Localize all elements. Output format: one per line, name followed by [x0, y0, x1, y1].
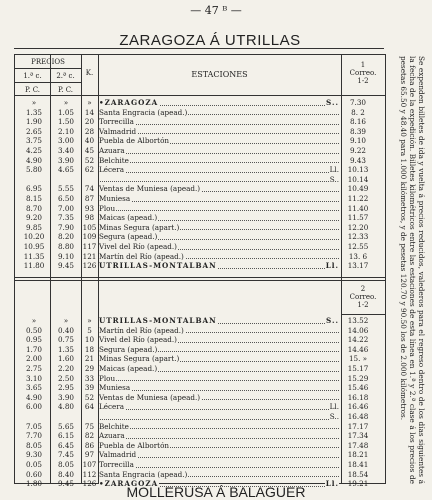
- departure-time: 17.48: [347, 440, 369, 450]
- station-row: [99, 375, 339, 384]
- price-first-class: 7.05: [25, 421, 42, 431]
- title-rule: [14, 48, 384, 49]
- price-first-class: 0.05: [25, 460, 42, 469]
- kilometers: 28: [84, 126, 95, 136]
- kilometers: 64: [84, 402, 95, 412]
- station-name: Lécera: [99, 166, 125, 175]
- kilometers: 18: [84, 344, 95, 354]
- price-second-class: [51, 413, 81, 422]
- price-first-class: 0.95: [25, 335, 42, 345]
- price-second-class: 4.80: [57, 402, 74, 412]
- station-row: [99, 185, 339, 194]
- price-first-class: 3.65: [25, 383, 42, 393]
- price-first-class: [19, 176, 49, 185]
- section-divider-2: [15, 280, 385, 281]
- departure-time: 10.13: [347, 165, 369, 175]
- arrival-departure-mark: S..: [326, 99, 339, 107]
- pc1-header: P. C.: [24, 86, 41, 94]
- station-name: Muniesa: [99, 195, 131, 203]
- section-divider-1: [15, 277, 385, 278]
- departure-time: 12.20: [347, 222, 369, 232]
- price-second-class: 9.45: [57, 261, 74, 271]
- precios-header: PRECIOS: [31, 58, 65, 66]
- side-note-text: Se expenden billetes de ida y vuelta á precios reducidos, valederos para el regreso dentro de los días siguientes á la fecha de la expedición. Billetes kilométricos entre las estaciones de esta línea en 1.ª y 2.ª clase á los precios de pesetas 65.50 y 48.40 para 1.000 kilómetros, y de pesetas 120.70 y 90.50 los de 2.000 kilómetros.: [399, 56, 426, 484]
- kilometers: 39: [84, 383, 95, 393]
- arrival-departure-mark: S..: [329, 413, 339, 421]
- train2-header-rule: [341, 314, 385, 315]
- station-name: Muniesa: [99, 384, 131, 393]
- price-second-class: 3.40: [57, 146, 74, 155]
- kilometers: 82: [84, 431, 95, 441]
- kilometers: 52: [84, 392, 95, 402]
- price-second-class: 7.90: [57, 222, 74, 232]
- departure-time: 18.21: [347, 450, 369, 460]
- price-first-class: 4.90: [25, 155, 42, 165]
- price-first-class: »: [31, 98, 37, 107]
- price-first-class: 10.20: [23, 232, 45, 242]
- kilometers: 75: [84, 421, 95, 431]
- price-second-class: 0.75: [57, 335, 74, 345]
- departure-time: 8. 2: [351, 107, 365, 117]
- station-row: [99, 327, 339, 336]
- timetable: [14, 54, 386, 489]
- station-name: •ZARAGOZA: [99, 480, 159, 489]
- departure-time: 15.29: [347, 373, 369, 383]
- station-name: Maicas (apead.): [99, 365, 158, 373]
- departure-time: 7.30: [349, 98, 366, 107]
- departure-time: 14.06: [347, 325, 369, 335]
- departure-time: 19.21: [347, 479, 369, 489]
- station-name: •ZARAGOZA: [99, 99, 159, 107]
- station-name: Belchite: [99, 422, 129, 431]
- price-first-class: 4.25: [25, 146, 42, 155]
- leader-dots: [99, 181, 339, 182]
- station-row: [99, 99, 339, 108]
- price-second-class: 7.35: [57, 213, 74, 223]
- station-name: Plou: [99, 204, 116, 213]
- kilometers: 29: [84, 364, 95, 373]
- price-second-class: 6.15: [57, 431, 74, 441]
- station-name: [99, 176, 100, 184]
- station-name: Vivel del Río (apead.): [99, 243, 177, 251]
- price-second-class: 4.65: [57, 165, 74, 175]
- class-rule: [15, 82, 81, 83]
- price-second-class: 7.00: [57, 203, 74, 213]
- price-first-class: 6.95: [25, 184, 42, 194]
- stations-header: ESTACIONES: [191, 70, 248, 79]
- station-row: [99, 214, 339, 223]
- station-row: [99, 317, 339, 326]
- station-row: [99, 365, 339, 374]
- station-row: [99, 137, 339, 146]
- next-section-title: MOLLERUSA Á BALAGUER: [126, 484, 306, 500]
- price-first-class: 4.90: [25, 392, 42, 402]
- departure-time: 17.34: [347, 431, 369, 441]
- price-first-class: 0.60: [25, 469, 42, 479]
- price-first-class: 8.70: [25, 203, 42, 213]
- departure-time: 9.43: [349, 155, 366, 165]
- station-row: [99, 147, 339, 156]
- price-first-class: 11.80: [23, 261, 45, 271]
- price-second-class: 9.10: [57, 251, 74, 261]
- station-row: [99, 253, 339, 262]
- price-first-class: 1.70: [25, 344, 42, 354]
- price-first-class: 1.90: [25, 117, 42, 127]
- station-row: [99, 423, 339, 432]
- station-name: UTRILLAS-MONTALBAN: [99, 262, 217, 271]
- leader-dots: [99, 201, 339, 202]
- departure-time: 12.55: [347, 242, 369, 251]
- price-second-class: 1.60: [57, 354, 74, 364]
- price-second-class: 3.90: [57, 392, 74, 402]
- departure-time: 8.39: [349, 126, 366, 136]
- leader-dots: [99, 438, 339, 439]
- price-first-class: 3.10: [25, 373, 42, 383]
- station-row: [99, 176, 339, 185]
- departure-time: 9.22: [349, 146, 366, 155]
- station-name: [99, 413, 100, 421]
- price-second-class: 1.35: [57, 344, 74, 354]
- kilometers: 93: [84, 203, 95, 213]
- kilometers: 105: [82, 222, 97, 232]
- price-first-class: 9.30: [25, 450, 42, 460]
- km-header: K.: [85, 69, 94, 77]
- price-first-class: 8.15: [25, 194, 42, 203]
- station-name: Martín del Río (apead.): [99, 326, 184, 335]
- kilometers: 107: [82, 460, 97, 469]
- station-name: Segura (apead.): [99, 345, 158, 354]
- price-first-class: 8.05: [25, 440, 42, 450]
- kilometers: 98: [84, 213, 95, 223]
- kilometers: 33: [84, 373, 95, 383]
- departure-time: 13. 6: [348, 251, 368, 261]
- col-divider-times: [341, 55, 342, 483]
- price-second-class: 1.05: [57, 107, 74, 117]
- kilometers: 109: [82, 232, 97, 242]
- train1-header: 1 Correo. 1-2: [349, 61, 377, 85]
- station-row: [99, 166, 339, 175]
- arrival-departure-mark: S..: [326, 317, 339, 325]
- leader-dots: [99, 467, 339, 468]
- kilometers: 21: [84, 354, 95, 364]
- arrival-departure-mark: Ll.: [325, 262, 339, 271]
- price-first-class: 1.80: [25, 479, 42, 489]
- station-row: [99, 413, 339, 422]
- price-second-class: 0.40: [57, 325, 74, 335]
- kilometers: 126: [82, 479, 97, 489]
- kilometers: 112: [82, 469, 97, 479]
- departure-time: 14.22: [347, 335, 369, 345]
- kilometers: 87: [84, 194, 95, 203]
- station-name: Torrecilla: [99, 461, 134, 469]
- station-name: Martín del Río (apead.): [99, 252, 184, 261]
- price-first-class: 7.70: [25, 431, 42, 441]
- station-row: [99, 157, 339, 166]
- station-row: [99, 262, 339, 271]
- station-row: [99, 394, 339, 403]
- departure-time: 18.54: [347, 469, 369, 479]
- kilometers: 86: [84, 440, 95, 450]
- station-row: [99, 346, 339, 355]
- station-name: Belchite: [99, 156, 129, 165]
- arrival-departure-mark: S..: [329, 175, 339, 184]
- departure-time: 9.10: [349, 136, 366, 146]
- price-first-class: 11.35: [23, 251, 45, 261]
- leader-dots: [99, 390, 339, 391]
- departure-time: 18.41: [347, 460, 369, 469]
- kilometers: 74: [84, 184, 95, 194]
- leader-dots: [99, 210, 339, 211]
- price-second-class: 2.10: [57, 126, 74, 136]
- station-name: Azuara: [99, 432, 125, 441]
- leader-dots: [99, 172, 339, 173]
- station-name: Ventas de Muniesa (apead.): [99, 185, 201, 194]
- departure-time: 15.46: [347, 383, 369, 393]
- station-name: Santa Engracia (apead.): [99, 470, 188, 479]
- price-first-class: 9.20: [25, 213, 42, 223]
- kilometers: 52: [84, 155, 95, 165]
- station-name: Santa Engracia (apead.): [99, 108, 188, 117]
- station-row: [99, 403, 339, 412]
- price-second-class: 1.50: [57, 117, 74, 127]
- arrival-departure-mark: Ll.: [329, 166, 339, 175]
- page-number: — 47 ᴮ —: [190, 4, 242, 17]
- departure-time: 10.14: [347, 174, 369, 184]
- page-title: ZARAGOZA Á UTRILLAS: [119, 32, 301, 49]
- station-name: Lécera: [99, 403, 125, 412]
- leader-dots: [99, 153, 339, 154]
- price-first-class: 5.80: [25, 165, 42, 175]
- kilometers: »: [87, 98, 92, 107]
- station-name: Vivel del Río (apead.): [99, 336, 177, 345]
- station-row: [99, 243, 339, 252]
- header-bottom-rule: [15, 95, 385, 96]
- kilometers: 14: [84, 107, 95, 117]
- price-second-class: 8.40: [57, 469, 74, 479]
- station-row: [99, 432, 339, 441]
- precios-rule: [15, 68, 81, 69]
- departure-time: 11.40: [347, 203, 369, 213]
- kilometers: [82, 176, 97, 185]
- departure-time: 14.46: [347, 344, 369, 354]
- departure-time: 15. »: [348, 354, 368, 364]
- arrival-departure-mark: Ll.: [329, 403, 339, 412]
- leader-dots: [99, 380, 339, 381]
- leader-dots: [99, 162, 339, 163]
- station-row: [99, 336, 339, 345]
- kilometers: 97: [84, 450, 95, 460]
- price-second-class: 6.50: [57, 194, 74, 203]
- leader-dots: [99, 428, 339, 429]
- price-second-class: 8.05: [57, 460, 74, 469]
- kilometers: »: [87, 316, 92, 325]
- departure-time: 16.46: [347, 402, 369, 412]
- kilometers: 10: [84, 335, 95, 345]
- price-second-class: »: [63, 98, 69, 107]
- station-row: [99, 442, 339, 451]
- departure-time: 10.49: [347, 184, 369, 194]
- station-row: [99, 195, 339, 204]
- departure-time: 16.48: [347, 412, 369, 421]
- kilometers: 117: [82, 242, 97, 251]
- kilometers: 126: [82, 261, 97, 271]
- price-second-class: 2.20: [57, 364, 74, 373]
- departure-time: 17.17: [347, 421, 369, 431]
- station-row: [99, 471, 339, 480]
- price-first-class: 6.00: [25, 402, 42, 412]
- station-row: [99, 233, 339, 242]
- departure-time: 11.57: [347, 213, 369, 223]
- price-second-class: 9.45: [57, 479, 74, 489]
- departure-time: 16.18: [347, 392, 369, 402]
- price-first-class: 2.75: [25, 364, 42, 373]
- arrival-departure-mark: Ll.: [325, 480, 339, 489]
- train2-header: 2 Correo. 1-2: [349, 285, 377, 309]
- station-name: Puebla de Albortón: [99, 137, 170, 146]
- station-name: Maicas (apead.): [99, 214, 158, 223]
- leader-dots: [99, 124, 339, 125]
- price-first-class: 1.35: [25, 107, 42, 117]
- station-name: Minas Segura (apart.): [99, 223, 180, 232]
- kilometers: 62: [84, 165, 95, 175]
- class1-header: 1.ª c.: [23, 72, 42, 80]
- kilometers: 45: [84, 146, 95, 155]
- price-first-class: »: [31, 316, 37, 325]
- station-row: [99, 461, 339, 470]
- price-first-class: 2.00: [25, 354, 42, 364]
- price-first-class: 2.65: [25, 126, 42, 136]
- pc2-header: P. C.: [57, 86, 74, 94]
- price-first-class: [19, 413, 49, 422]
- class2-header: 2.ª c.: [56, 72, 75, 80]
- station-name: Valmadrid: [99, 451, 137, 460]
- station-name: Puebla de Albortón: [99, 441, 170, 450]
- leader-dots: [99, 419, 339, 420]
- station-row: [99, 224, 339, 233]
- price-first-class: 3.75: [25, 136, 42, 146]
- station-row: [99, 128, 339, 137]
- station-name: Minas Segura (apart.): [99, 355, 180, 364]
- kilometers: 121: [82, 251, 97, 261]
- station-row: [99, 384, 339, 393]
- station-name: Azuara: [99, 147, 125, 155]
- departure-time: 13.52: [347, 316, 369, 325]
- price-first-class: 0.50: [25, 325, 42, 335]
- price-second-class: 7.45: [57, 450, 74, 460]
- station-name: Plou: [99, 374, 116, 383]
- departure-time: 11.22: [347, 194, 369, 203]
- price-second-class: 2.95: [57, 383, 74, 393]
- kilometers: 5: [87, 325, 92, 335]
- departure-time: 12.33: [347, 232, 369, 242]
- station-row: [99, 355, 339, 364]
- departure-time: 13.17: [347, 261, 369, 271]
- price-second-class: 2.50: [57, 373, 74, 383]
- price-second-class: 3.00: [57, 136, 74, 146]
- departure-time: 15.17: [347, 364, 369, 373]
- leader-dots: [99, 409, 339, 410]
- station-name: UTRILLAS-MONTALBAN: [99, 317, 217, 325]
- kilometers: [82, 413, 97, 422]
- price-first-class: 9.85: [25, 222, 42, 232]
- price-second-class: 8.20: [57, 232, 74, 242]
- station-row: [99, 109, 339, 118]
- price-second-class: 8.80: [57, 242, 74, 251]
- departure-time: 8.16: [349, 117, 366, 127]
- price-second-class: [51, 176, 81, 185]
- station-name: Torrecilla: [99, 118, 134, 127]
- price-second-class: 5.65: [57, 421, 74, 431]
- station-name: Ventas de Muniesa (apead.): [99, 393, 201, 402]
- price-second-class: 3.90: [57, 155, 74, 165]
- price-first-class: 10.95: [23, 242, 45, 251]
- station-name: Segura (apead.): [99, 233, 158, 242]
- kilometers: 40: [84, 136, 95, 146]
- station-row: [99, 118, 339, 127]
- price-second-class: 6.45: [57, 440, 74, 450]
- station-name: Valmadrid: [99, 127, 137, 136]
- station-row: [99, 451, 339, 460]
- station-row: [99, 205, 339, 214]
- price-second-class: 5.55: [57, 184, 74, 194]
- price-second-class: »: [63, 316, 69, 325]
- side-note: [390, 56, 426, 484]
- kilometers: 20: [84, 117, 95, 127]
